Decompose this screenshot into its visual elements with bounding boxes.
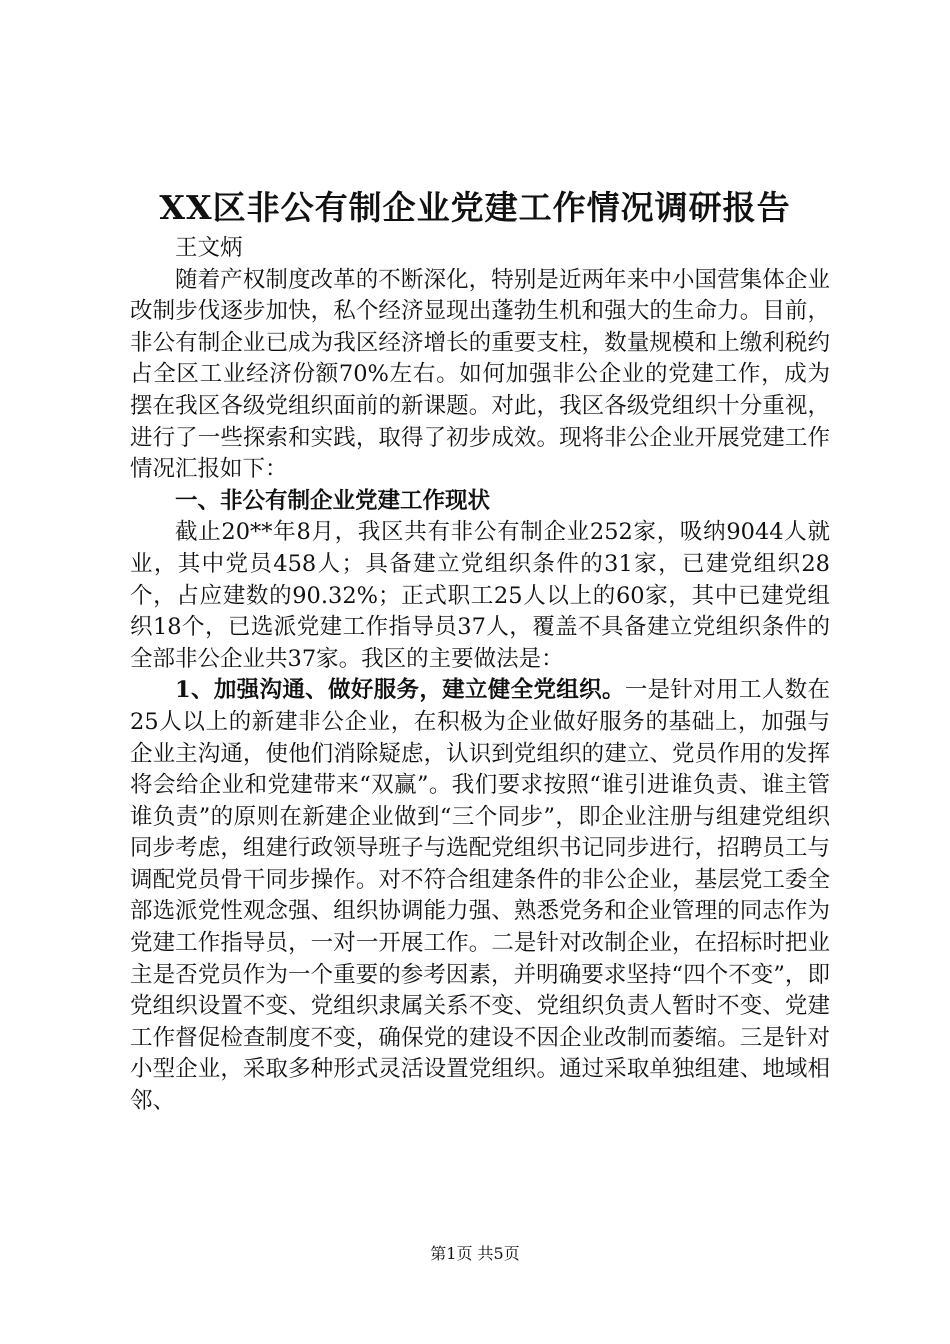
page-footer: 第1页 共5页: [430, 1244, 520, 1263]
section-heading: 一、非公有制企业党建工作现状: [175, 487, 491, 514]
intro-paragraph: 随着产权制度改革的不断深化，特别是近两年来中小国营集体企业改制步伐逐步加快，私个经济显现出蓬勃生机和强大的生命力。目前，非公有制企业已成为我区经济增长的重要支柱，数量规模和上缴利税约占全区工业经济份额70%左右。如何加强非公企业的党建工作，成为摆在我区各级党组织面前的新课题。对此，我区各级党组织十分重视，进行了一些探索和实践，取得了初步成效。现将非公企业开展党建工作情况汇报如下：: [130, 266, 830, 483]
author-name: 王文炳: [175, 235, 243, 261]
document-body: [130, 233, 830, 1118]
point-1-paragraph: [130, 675, 830, 1117]
point-1-heading: 1、加强沟通、做好服务，建立健全党组织。: [175, 677, 625, 704]
document-title: XX区非公有制企业党建工作情况调研报告: [159, 188, 791, 227]
point-1-text: 一是针对用工人数在25人以上的新建非公企业，在积极为企业做好服务的基础上，加强与企业主沟通，使他们消除疑虑，认识到党组织的建立、党员作用的发挥将会给企业和党建带来“双赢”。我们要求按照“谁引进谁负责、谁主管谁负责”的原则在新建企业做到“三个同步”，即企业注册与组建党组织同步考虑，组建行政领导班子与选配党组织书记同步进行，招聘员工与调配党员骨干同步操作。对不符合组建条件的非公企业，基层党工委全部选派党性观念强、组织协调能力强、熟悉党务和企业管理的同志作为党建工作指导员，一对一开展工作。二是针对改制企业，在招标时把业主是否党员作为一个重要的参考因素，并明确要求坚持“四个不变”，即党组织设置不变、党组织隶属关系不变、党组织负责人暂时不变、党建工作督促检查制度不变，确保党的建设不因企业改制而萎缩。三是针对小型企业，采取多种形式灵活设置党组织。通过采取单独组建、地域相邻、: [130, 677, 830, 1115]
status-paragraph: 截止20**年8月，我区共有非公有制企业252家，吸纳9044人就业，其中党员458人；具备建立党组织条件的31家，已建党组织28个，占应建数的90.32%；正式职工25人以上的60家，其中已建党组织18个，已选派党建工作指导员37人，覆盖不具备建立党组织条件的全部非公企业共37家。我区的主要做法是：: [130, 519, 830, 672]
